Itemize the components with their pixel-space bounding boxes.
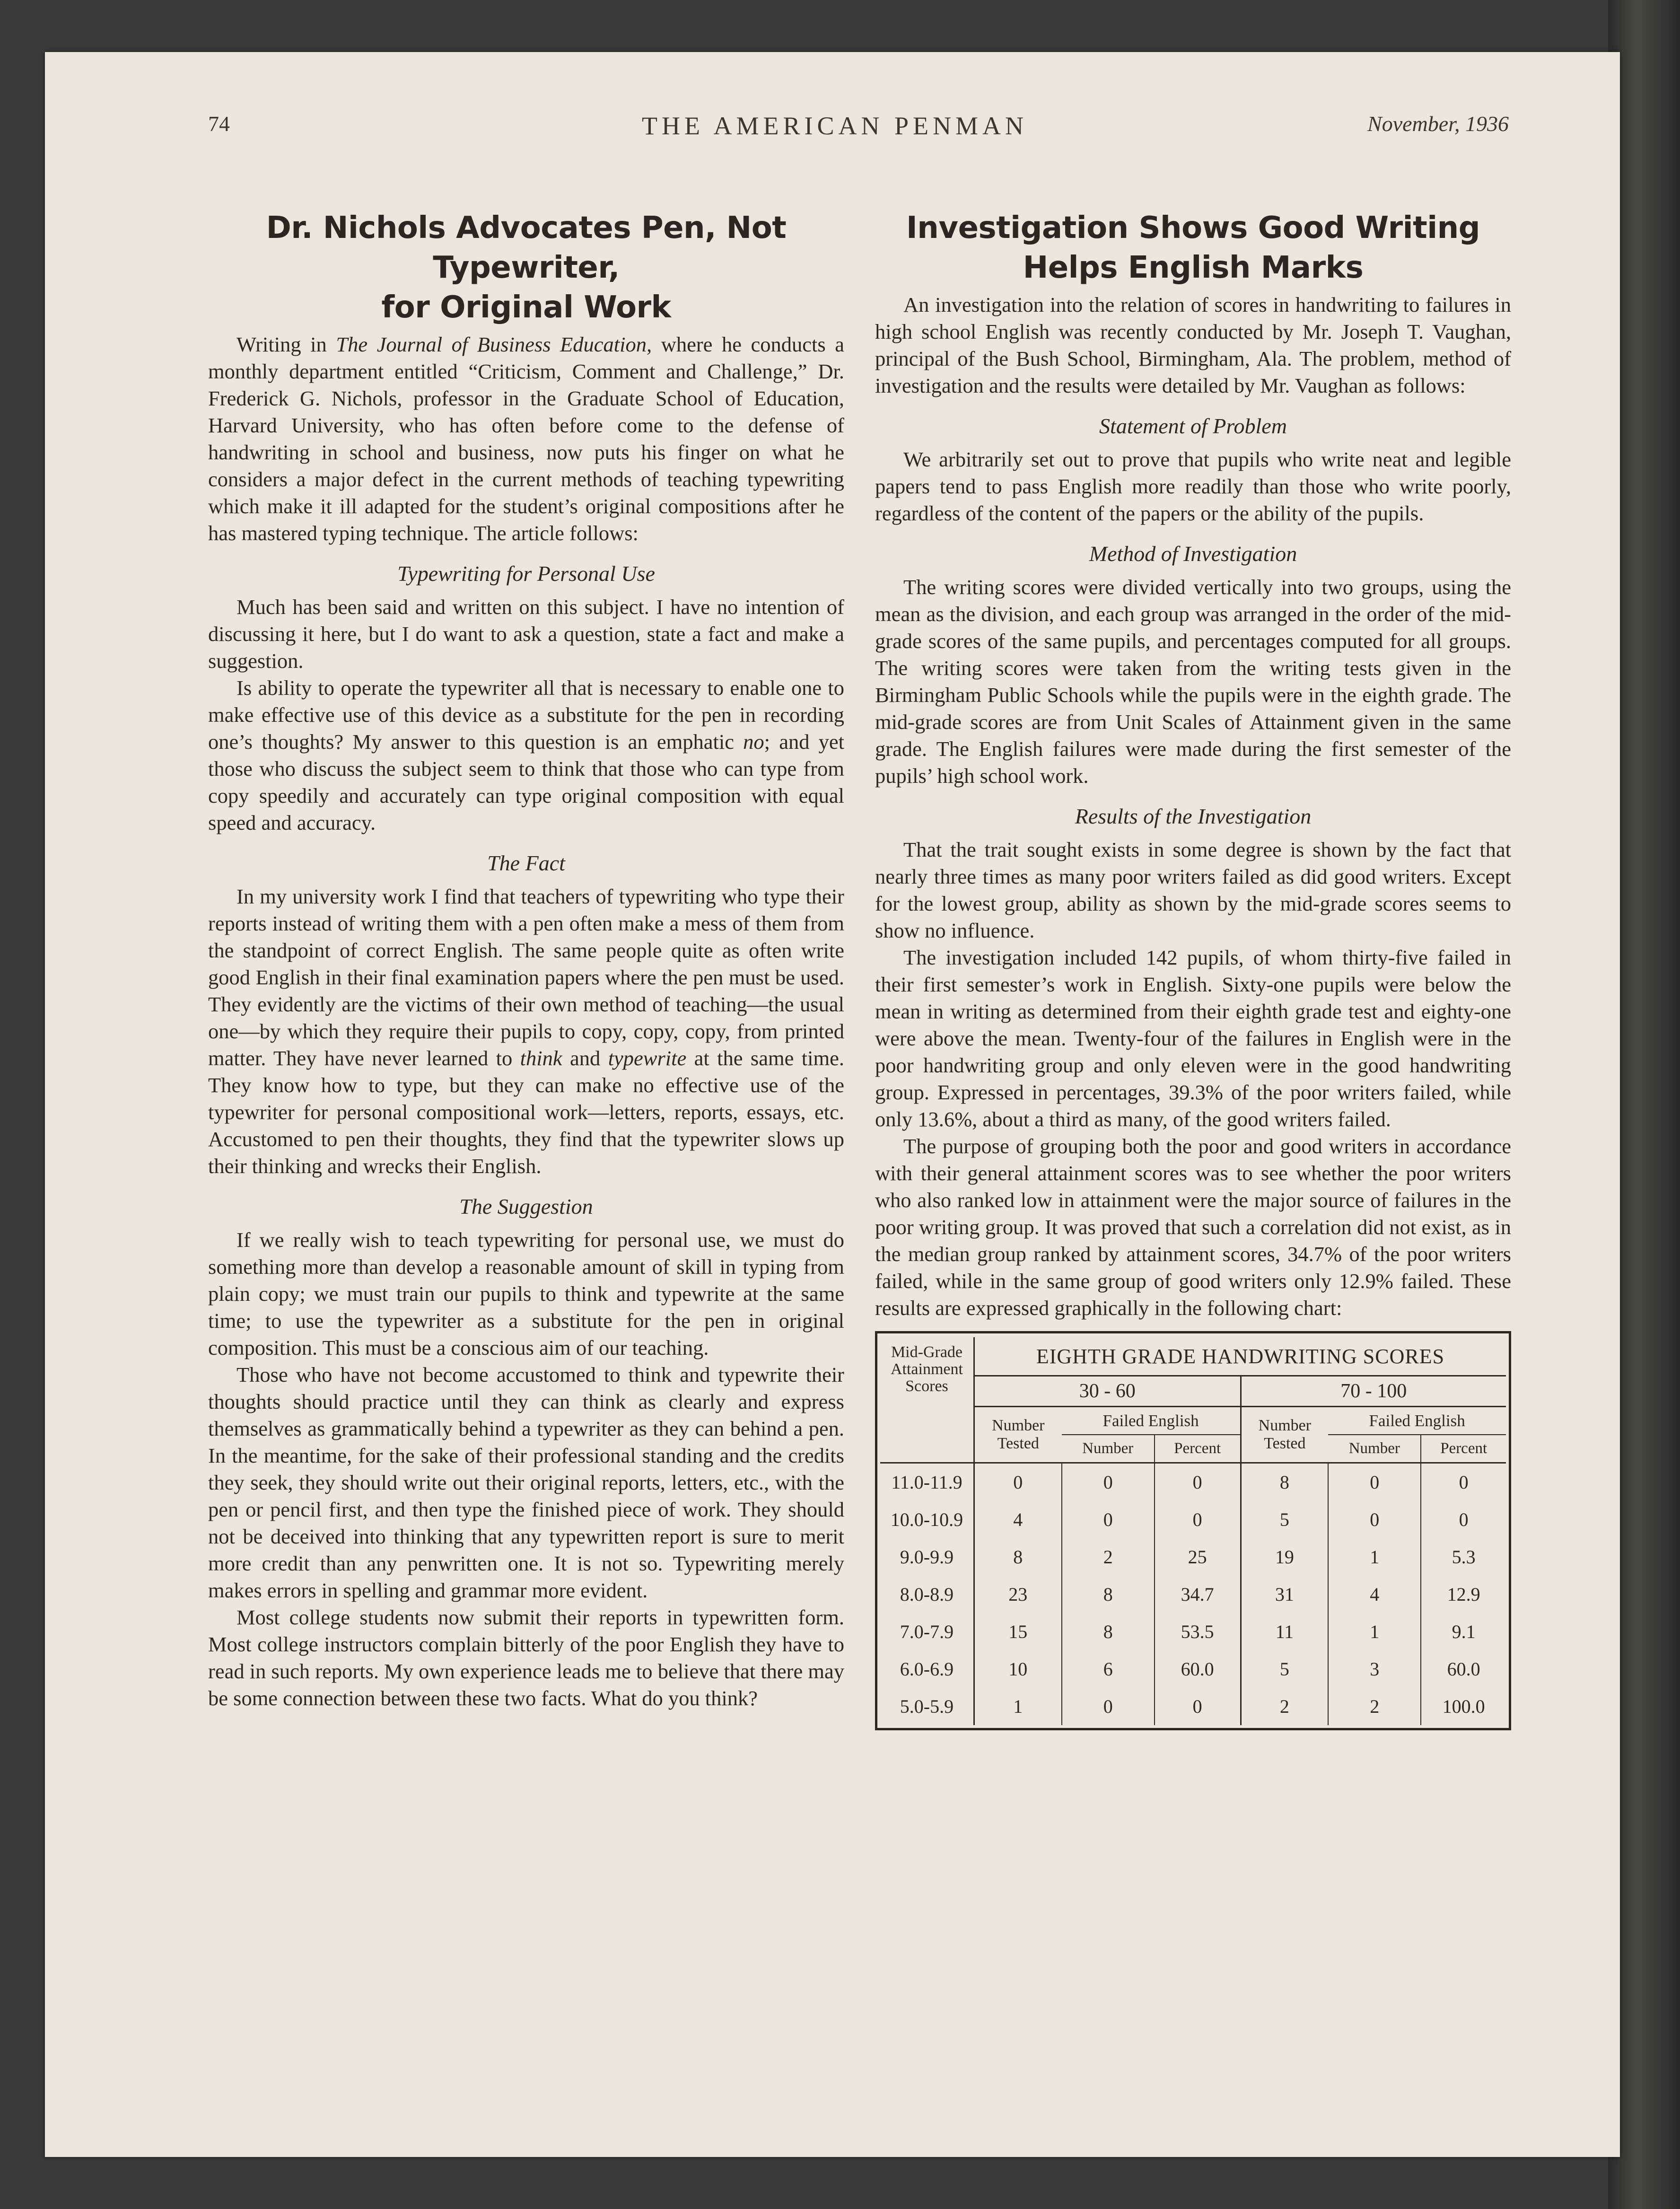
cell-score-range: 9.0-9.9 — [900, 1546, 954, 1568]
left-para-6: Most college students now submit their reports in typewritten form. Most college instructors complain bitterly of the poor English they have to read in such reports. My own experience leads me to believe that there may be some connection between these two facts. What do you think? — [208, 1605, 844, 1710]
cell: 5 — [1241, 1501, 1328, 1538]
para-text: Is ability to operate the typewriter all that is necessary to enable one to make effective use of this device as a substitute for the pen in recording one’s thoughts? My answer to this question is an emphatic — [208, 676, 844, 754]
cell: 11 — [1241, 1613, 1328, 1650]
cell: 0 — [1155, 1463, 1241, 1501]
left-para-5: Those who have not become accustomed to think and typewrite their thoughts should practice until they can think as clearly and express themselves as grammatically behind a typewriter as they can behind a pen. In the meantime, for the sake of their professional standing and the credits they seek, they should write out their original reports, letters, etc., with the pen or pencil first, and then type the finished piece of work. They should not be deceived into thinking that any typewritten report is sure to merit more credit than any penwritten one. It is not so. Typewriting merely makes errors in spelling and grammar more evident. — [208, 1363, 844, 1602]
emphasis-typewrite: typewrite — [608, 1046, 687, 1070]
right-para-1: We arbitrarily set out to prove that pupils who write neat and legible papers tend to pass English more readily than those who write poorly, regardless of the content of the papers or the ability of the pupils. — [875, 447, 1511, 525]
cell: 0 — [1155, 1501, 1241, 1538]
cell: 8 — [1241, 1463, 1328, 1501]
right-article — [875, 208, 1511, 1730]
title-line-2: for Original Work — [381, 290, 671, 325]
cell: 0 — [1421, 1501, 1506, 1538]
cell-score-range: 11.0-11.9 — [880, 1463, 974, 1501]
cell: 100.0 — [1421, 1688, 1506, 1725]
number-tested-1: Number Tested — [974, 1407, 1061, 1463]
right-article-title — [875, 208, 1511, 288]
failed-english-2: Failed English — [1328, 1407, 1506, 1435]
cell: 25 — [1155, 1538, 1241, 1576]
cell: 6 — [1062, 1650, 1155, 1688]
cell: 2 — [1062, 1538, 1155, 1576]
table-title: EIGHTH GRADE HANDWRITING SCORES — [974, 1337, 1506, 1376]
journal-name: The Journal of Business Education, — [336, 333, 652, 356]
row-header-mid-grade: Mid-Grade Attainment Scores — [890, 1343, 963, 1395]
left-article-title — [208, 208, 844, 327]
cell: 3 — [1328, 1650, 1421, 1688]
subhead-suggestion: The Suggestion — [459, 1194, 593, 1218]
table-row — [880, 1501, 1506, 1538]
subhead-statement: Statement of Problem — [1099, 414, 1287, 438]
col-percent-1: Percent — [1155, 1435, 1241, 1463]
table-row — [880, 1613, 1506, 1650]
subhead-personal-use: Typewriting for Personal Use — [397, 561, 655, 586]
cell: 4 — [974, 1501, 1061, 1538]
table-row — [880, 1576, 1506, 1613]
cell-score-range: 5.0-5.9 — [900, 1696, 954, 1717]
cell: 19 — [1241, 1538, 1328, 1576]
cell: 31 — [1241, 1576, 1328, 1613]
subhead-results: Results of the Investigation — [1075, 804, 1312, 828]
scores-table — [880, 1337, 1506, 1725]
right-intro: An investigation into the relation of scores in handwriting to failures in high school English was recently conducted by Mr. Joseph T. Vaughan, principal of the Bush School, Birmingham, Ala. The problem, method of investigation and the results were detailed by Mr. Vaughan as follows: — [875, 293, 1511, 397]
table-row — [880, 1538, 1506, 1576]
table-row — [880, 1688, 1506, 1725]
cell: 12.9 — [1421, 1576, 1506, 1613]
emphasis-think: think — [520, 1046, 562, 1070]
cell: 1 — [1328, 1538, 1421, 1576]
cell: 10 — [974, 1650, 1061, 1688]
para-text-cont: ; and yet those who discuss the subject seem to think that those who can type from copy speedily and accurately can type original composition with equal speed and accuracy. — [208, 730, 844, 834]
results-table — [875, 1331, 1511, 1730]
cell: 23 — [974, 1576, 1061, 1613]
intro-text: Writing in — [236, 333, 336, 356]
title-line-1: Dr. Nichols Advocates Pen, Not Typewriter, — [266, 210, 787, 285]
cell: 5 — [1241, 1650, 1328, 1688]
cell: 34.7 — [1155, 1576, 1241, 1613]
cell: 1 — [1328, 1613, 1421, 1650]
cell: 8 — [1062, 1576, 1155, 1613]
cell-score-range: 10.0-10.9 — [890, 1509, 963, 1530]
para-text: In my university work I find that teachers of typewriting who type their reports instead of writing them with a pen often make a mess of them from the standpoint of correct English. The same people quite as often write good English in their final examination papers where the pen must be used. They evidently are the victims of their own method of teaching—the usual one—by which they require their pupils to copy, copy, copy, from printed matter. They have never learned to — [208, 885, 844, 1070]
cell: 0 — [1155, 1688, 1241, 1725]
intro-text-cont: where he conducts a monthly department entitled “Criticism, Comment and Challenge,” Dr. Frederick G. Nichols, professor in the Graduate School of Education, Harvard University, who has often before come to the defense of handwriting in school and business, now puts his finger on what he considers a major defect in the current methods of teaching typewriting which make it ill adapted for the student’s original compositions after he has mastered typing technique. The article follows: — [208, 333, 844, 545]
para-text-cont: at the same time. They know how to type, but they can make no effective use of the typewriter for personal compositional work—letters, reports, essays, etc. Accustomed to pen their thoughts, they find that the typewriter slows up their thinking and wrecks their English. — [208, 1046, 844, 1178]
right-para-5: The purpose of grouping both the poor and good writers in accordance with their general attainment scores was to see whether the poor writers who also ranked low in attainment were the major source of failures in the poor writing group. It was proved that such a correlation did not exist, as in the median group ranked by attainment scores, 34.7% of the poor writers failed, while in the same group of good writers only 12.9% failed. These results are expressed graphically in the following chart: — [875, 1134, 1511, 1320]
cell: 0 — [974, 1463, 1061, 1501]
cell: 60.0 — [1421, 1650, 1506, 1688]
journal-title: THE AMERICAN PENMAN — [641, 112, 1028, 140]
right-para-4: The investigation included 142 pupils, of whom thirty-five failed in their first semester’s work in English. Sixty-one pupils were below the mean in writing as determined from their eighth grade test and eighty-one were above the mean. Twenty-four of the failures in English were in the poor handwriting group and only eleven were in the good handwriting group. Expressed in percentages, 39.3% of the poor writers failed, while only 13.6%, about a third as many, of the good writers failed. — [875, 946, 1511, 1131]
left-para-4: If we really wish to teach typewriting for personal use, we must do something more than develop a reasonable amount of skill in typing from plain copy; we must train our pupils to think and typewrite at the same time; to use the typewriter as a substitute for the pen in original composition. This must be a conscious aim of our teaching. — [208, 1228, 844, 1359]
cell: 0 — [1062, 1501, 1155, 1538]
cell: 0 — [1328, 1501, 1421, 1538]
cell: 2 — [1328, 1688, 1421, 1725]
right-para-2: The writing scores were divided vertically into two groups, using the mean as the division, and each group was arranged in the order of the mid-grade scores of the same pupils, and percentages computed for all groups. The writing scores were taken from the writing tests given in the Birmingham Public Schools while the pupils were in the eighth grade. The mid-grade scores are from Unit Scales of Attainment given in the same grade. The English failures were made during the first semester of the pupils’ high school work. — [875, 575, 1511, 788]
para-text-and: and — [562, 1046, 608, 1070]
subhead-method: Method of Investigation — [1089, 542, 1297, 566]
cell-score-range: 6.0-6.9 — [900, 1658, 954, 1680]
title-line-1: Investigation Shows Good Writing — [906, 210, 1480, 245]
group-30-60: 30 - 60 — [974, 1376, 1241, 1407]
cell: 0 — [1062, 1463, 1155, 1501]
col-number-2: Number — [1328, 1435, 1421, 1463]
left-article — [208, 208, 844, 1712]
cell: 0 — [1328, 1463, 1421, 1501]
right-para-3: That the trait sought exists in some degree is shown by the fact that nearly three times as many poor writers failed as did good writers. Except for the lowest group, ability as shown by the mid-grade scores seems to show no influence. — [875, 838, 1511, 942]
group-70-100: 70 - 100 — [1241, 1376, 1506, 1407]
cell: 1 — [974, 1688, 1061, 1725]
page-number: 74 — [208, 112, 230, 136]
emphasis: no — [743, 730, 764, 754]
cell: 4 — [1328, 1576, 1421, 1613]
running-head — [161, 111, 1509, 154]
cell-score-range: 8.0-8.9 — [900, 1584, 954, 1605]
table-row — [880, 1463, 1506, 1501]
col-number-1: Number — [1062, 1435, 1155, 1463]
subhead-the-fact: The Fact — [487, 851, 565, 875]
table-row — [880, 1650, 1506, 1688]
cell: 9.1 — [1421, 1613, 1506, 1650]
cell: 5.3 — [1421, 1538, 1506, 1576]
title-line-2: Helps English Marks — [1023, 250, 1364, 285]
left-intro — [208, 331, 844, 547]
left-para-2 — [208, 675, 844, 836]
cell: 53.5 — [1155, 1613, 1241, 1650]
cell: 8 — [1062, 1613, 1155, 1650]
cell: 15 — [974, 1613, 1061, 1650]
cell: 2 — [1241, 1688, 1328, 1725]
cell: 0 — [1062, 1688, 1155, 1725]
col-percent-2: Percent — [1421, 1435, 1506, 1463]
left-para-3 — [208, 883, 844, 1180]
issue-date: November, 1936 — [1367, 112, 1509, 136]
cell: 60.0 — [1155, 1650, 1241, 1688]
cell: 8 — [974, 1538, 1061, 1576]
cell: 0 — [1421, 1463, 1506, 1501]
failed-english-1: Failed English — [1062, 1407, 1241, 1435]
left-para-1: Much has been said and written on this subject. I have no intention of discussing it here, but I do want to ask a question, state a fact and make a suggestion. — [208, 595, 844, 673]
cell-score-range: 7.0-7.9 — [900, 1621, 954, 1642]
number-tested-2: Number Tested — [1241, 1407, 1328, 1463]
